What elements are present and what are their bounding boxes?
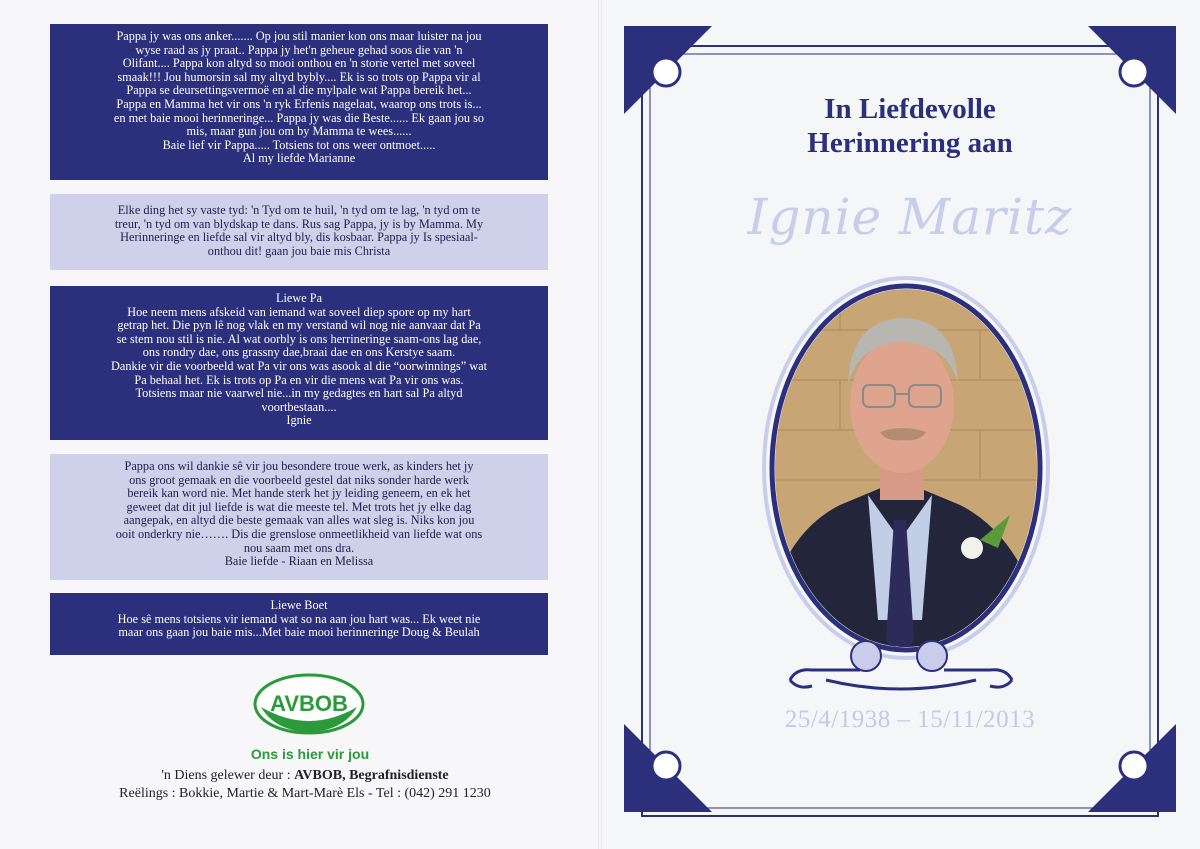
contact-line: Reëlings : Bokkie, Martie & Mart-Marè Els - Tel : (042) 291 1230 (119, 786, 491, 801)
tribute-marianne: Pappa jy was ons anker....... Op jou stil manier kon ons maar luister na jou wyse raad as jy praat.. Pappa jy het'n geheue gehad soos die van 'n Olifant.... Pappa kon altyd so mooi onthou en 'n storie vertel met soveel smaak!!! Jou humorsin sal my altyd bybly.... Ek is so trots op Pappa vir al Pappa se deursettingsvermoë en al die mylpale wat Pappa bereik het... Pappa en Mamma het vir ons 'n ryk Erfenis nagelaat, waarop ons trots is... en met baie mooi herinneringe... Pappa jy was die Beste...... Ek gaan jou so mis, maar gun jou om by Mamma te wees...... Baie lief vir Pappa..... Totsiens tot ons weer ontmoet..... Al my liefde Marianne (50, 24, 548, 180)
cover-title: In Liefdevolle Herinnering aan (807, 93, 1013, 159)
logo-tagline: Ons is hier vir jou (250, 746, 370, 762)
tribute-christa: Elke ding het sy vaste tyd: 'n Tyd om te huil, 'n tyd om te lag, 'n tyd om te treur, 'n tyd om van blydskap te dans. Rus sag Pappa, jy is by Mamma. My Herinneringe en liefde sal vir altyd bly, dis kosbaar. Pappa jy Is spesiaal- onthou dit! gaan jou baie mis Christa (50, 194, 548, 270)
deceased-name: Ignie Maritz (747, 188, 1073, 246)
avbob-logo (253, 673, 365, 735)
service-line (40, 768, 570, 784)
life-dates: 25/4/1938 – 15/11/2013 (784, 706, 1036, 733)
rose-flourish-icon (790, 670, 1012, 689)
service-provider: AVBOB, Begrafnisdienste (294, 768, 449, 783)
service-prefix: 'n Diens gelewer deur : (161, 768, 295, 783)
tribute-doug-beulah: Liewe Boet Hoe sê mens totsiens vir iemand wat so na aan jou hart was... Ek weet nie maar ons gaan jou baie mis...Met baie mooi herinneringe Doug & Beulah (50, 593, 548, 655)
portrait-photo-icon (760, 285, 1052, 660)
tribute-riaan-melissa: Pappa ons wil dankie sê vir jou besondere troue werk, as kinders het jy ons groot gemaak en die voorbeeld gestel dat niks sonder harde werk bereik kan word nie. Met hande sterk het jy leiding geneem, en ek het geweet dat dit jul liefde is wat die meeste tel. Met trots het jy elke dag aangepak, en altyd die beste gemaak van alles wat sleg is. Niks kon jou ooit onderkry nie……. Dis die grenslose onmeetlikheid van liefde wat ons nou saam met ons dra. Baie liefde - Riaan en Melissa (50, 454, 548, 580)
avbob-logo-icon (253, 673, 365, 735)
logo-text: AVBOB (270, 691, 348, 716)
tribute-ignie: Liewe Pa Hoe neem mens afskeid van iemand wat soveel diep spore op my hart getrap het. Die pyn lê nog vlak en my verstand wil nog nie aanvaar dat Pa se stem nou stil is nie. Al wat oorbly is ons herrineringe saam-ons lag dae, ons rondry dae, ons grassny dae,braai dae en ons Kerstye saam. Dankie vir die voorbeeld wat Pa vir ons was asook al die “oorwinnings” wat Pa behaal het. Ek is trots op Pa en vir die mens wat Pa vir ons was. Totsiens maar nie vaarwel nie...in my gedagtes en hart sal Pa altyd voortbestaan.... Ignie (50, 286, 548, 440)
